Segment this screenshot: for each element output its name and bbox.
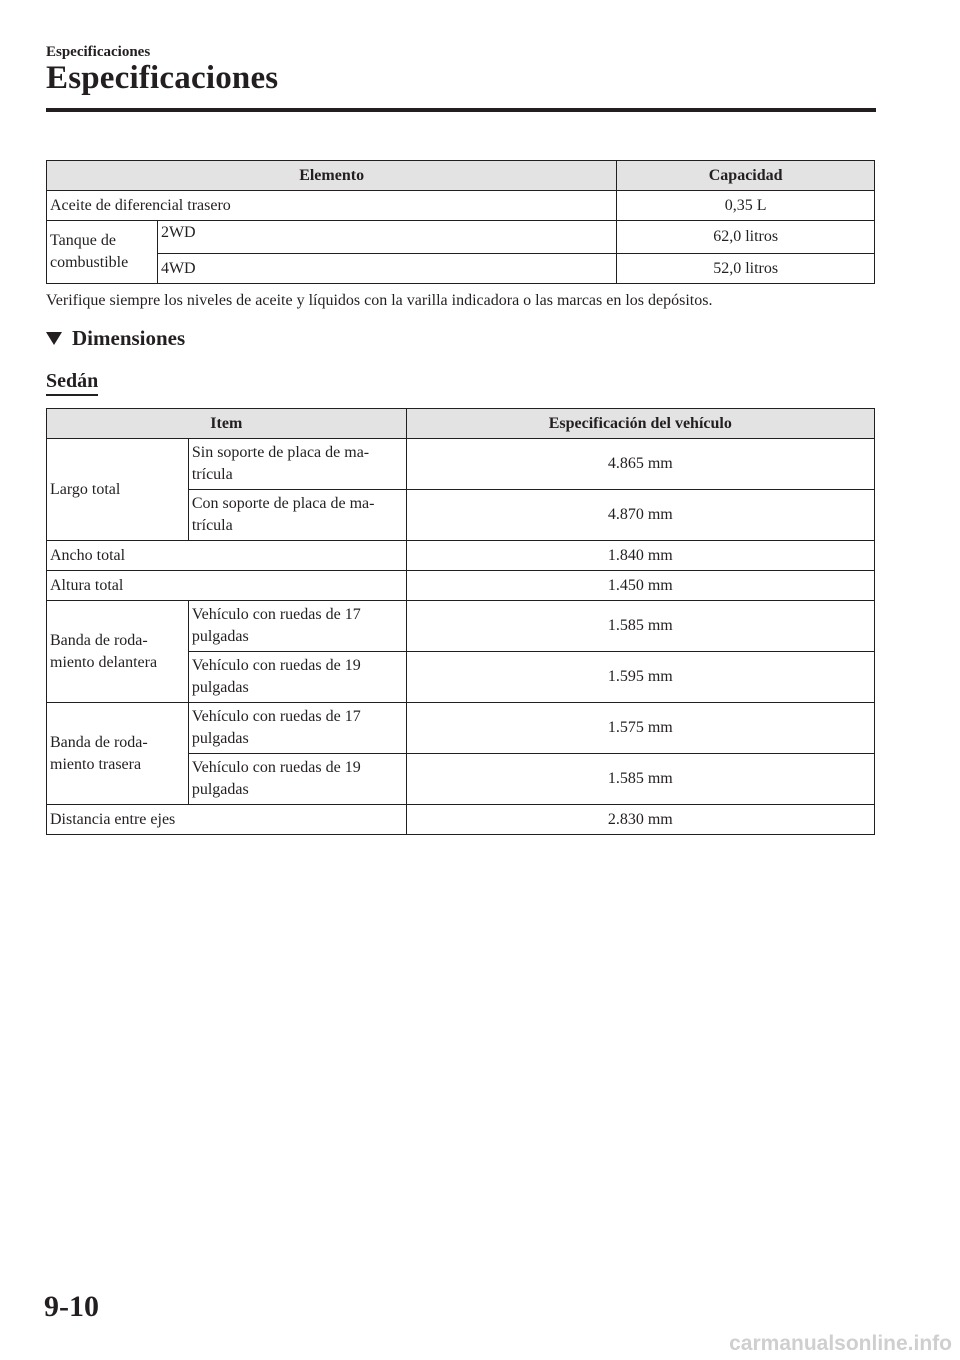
cell-line: pulgadas bbox=[191, 781, 249, 798]
table-row bbox=[47, 254, 875, 284]
cell-line: Vehículo con ruedas de 19 bbox=[191, 657, 361, 674]
cell-line: Vehículo con ruedas de 19 bbox=[191, 759, 361, 776]
column-header-item: Item bbox=[47, 409, 407, 439]
section-heading bbox=[46, 326, 185, 351]
table-cell-value: 2.830 mm bbox=[406, 805, 874, 835]
table-cell-value: 0,35 L bbox=[617, 191, 875, 221]
column-header-item: Elemento bbox=[47, 161, 617, 191]
table-cell-item: Tanque de combustible bbox=[47, 221, 158, 284]
table-cell-item: Aceite de diferencial trasero bbox=[47, 191, 617, 221]
table-cell-sub: 2WD bbox=[157, 221, 616, 254]
table-cell-value: 62,0 litros bbox=[617, 221, 875, 254]
table-cell-sub bbox=[188, 439, 406, 490]
table-cell-value: 1.585 mm bbox=[406, 601, 874, 652]
table-cell-item: Largo total bbox=[47, 439, 189, 541]
column-header-spec: Especificación del vehículo bbox=[406, 409, 874, 439]
table-cell-value: 1.575 mm bbox=[406, 703, 874, 754]
table-cell-sub bbox=[188, 703, 406, 754]
table-cell-item: Distancia entre ejes bbox=[47, 805, 407, 835]
cell-line: Vehículo con ruedas de 17 bbox=[191, 708, 361, 725]
table-cell-sub bbox=[188, 601, 406, 652]
cell-line: Vehículo con ruedas de 17 bbox=[191, 606, 361, 623]
table-cell-item: Altura total bbox=[47, 571, 407, 601]
table-cell-value: 4.865 mm bbox=[406, 439, 874, 490]
table-row bbox=[47, 601, 875, 652]
running-head: Especificaciones bbox=[46, 44, 151, 60]
table-cell-value: 1.595 mm bbox=[406, 652, 874, 703]
table-header-row bbox=[47, 409, 875, 439]
table-cell-value: 1.840 mm bbox=[406, 541, 874, 571]
table-cell-sub bbox=[188, 652, 406, 703]
watermark: carmanualsonline.info bbox=[729, 1332, 952, 1355]
table-row bbox=[47, 221, 875, 254]
table-cell-value: 1.450 mm bbox=[406, 571, 874, 601]
table-row bbox=[47, 439, 875, 490]
cell-line: pulgadas bbox=[191, 628, 249, 645]
table-cell-sub: 4WD bbox=[157, 254, 616, 284]
cell-line: pulgadas bbox=[191, 730, 249, 747]
table-cell-sub bbox=[188, 490, 406, 541]
cell-line: Con soporte de placa de ma- bbox=[191, 495, 375, 512]
table-cell-sub bbox=[188, 754, 406, 805]
subsection-title: Sedán bbox=[46, 370, 98, 396]
table-cell-value: 4.870 mm bbox=[406, 490, 874, 541]
column-header-capacity: Capacidad bbox=[617, 161, 875, 191]
note-text: Verifique siempre los niveles de aceite y líquidos con la varilla indicadora o las marcas en los depósitos. bbox=[46, 292, 713, 309]
table-row bbox=[47, 571, 875, 601]
table-row bbox=[47, 191, 875, 221]
table-header-row bbox=[47, 161, 875, 191]
cell-line: Sin soporte de placa de ma- bbox=[191, 444, 370, 461]
section-title: Dimensiones bbox=[72, 326, 186, 350]
cell-line: Banda de roda- bbox=[50, 631, 148, 649]
cell-line: pulgadas bbox=[191, 679, 249, 696]
triangle-down-icon bbox=[46, 332, 62, 345]
cell-line: trícula bbox=[191, 466, 233, 483]
dimensions-table bbox=[46, 408, 875, 835]
table-cell-item bbox=[47, 703, 189, 805]
heading-rule bbox=[46, 108, 876, 112]
cell-line: miento delantera bbox=[50, 653, 158, 671]
table-row bbox=[47, 703, 875, 754]
table-cell-item: Ancho total bbox=[47, 541, 407, 571]
page-title: Especificaciones bbox=[46, 60, 279, 96]
capacity-table bbox=[46, 160, 875, 284]
cell-line: miento trasera bbox=[50, 755, 142, 773]
table-cell-value: 1.585 mm bbox=[406, 754, 874, 805]
table-cell-value: 52,0 litros bbox=[617, 254, 875, 284]
table-cell-item bbox=[47, 601, 189, 703]
table-row bbox=[47, 541, 875, 571]
page-number: 9-10 bbox=[44, 1290, 99, 1323]
table-row bbox=[47, 805, 875, 835]
cell-line: trícula bbox=[191, 517, 233, 534]
cell-line: Banda de roda- bbox=[50, 733, 148, 751]
